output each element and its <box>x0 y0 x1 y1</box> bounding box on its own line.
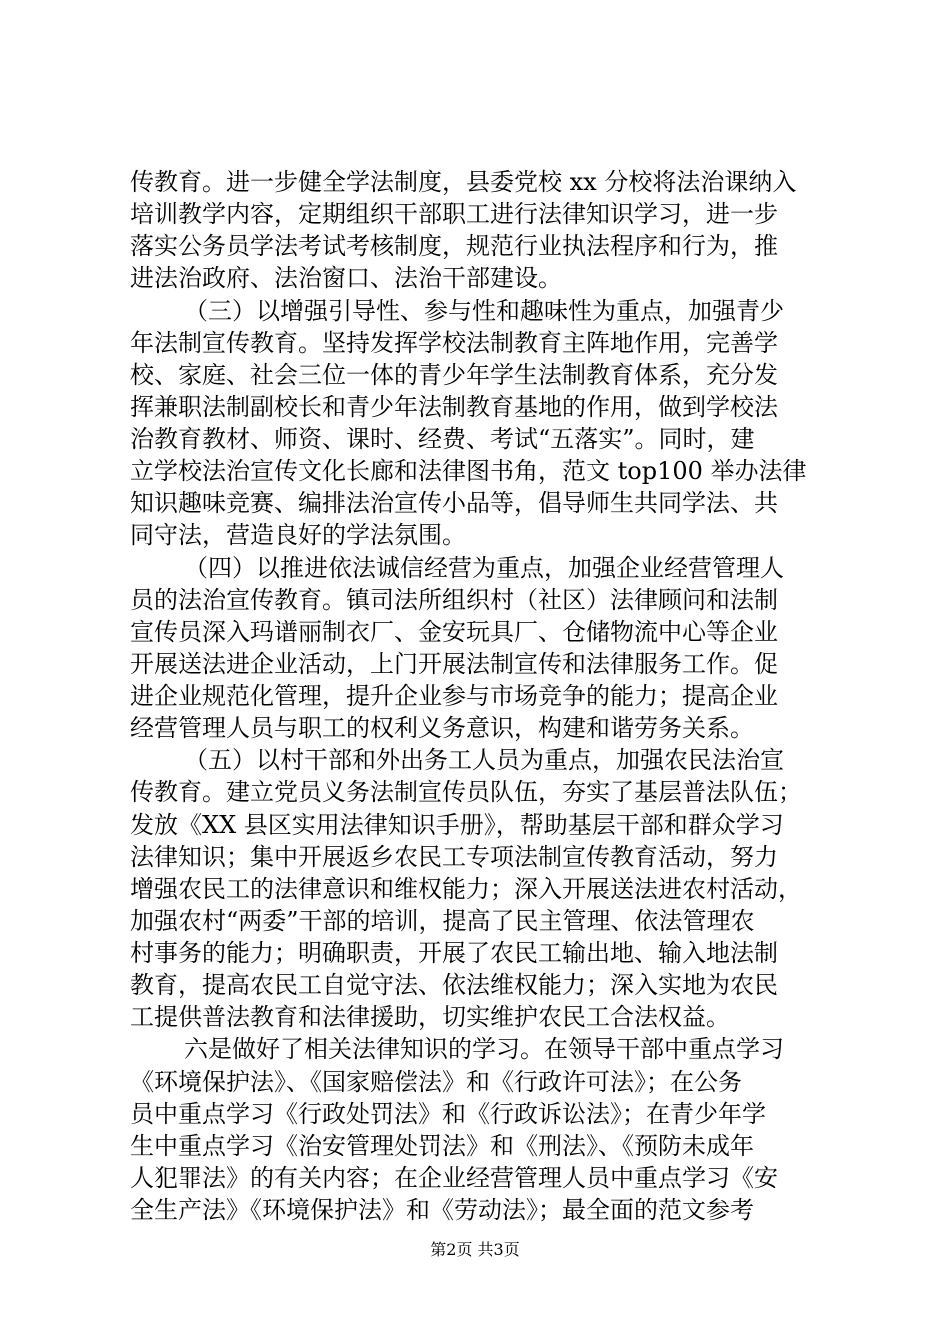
body-line: 挥兼职法制副校长和青少年法制教育基地的作用，做到学校法 <box>130 393 778 421</box>
body-line: 增强农民工的法律意识和维权能力；深入开展送法进农村活动， <box>130 875 802 903</box>
paragraph-start-line: （三）以增强引导性、参与性和趣味性为重点，加强青少 <box>184 297 784 325</box>
body-line: 人犯罪法》的有关内容；在企业经营管理人员中重点学习《安 <box>130 1164 778 1192</box>
body-line: 员的法治宣传教育。镇司法所组织村（社区）法律顾问和法制 <box>130 586 778 614</box>
body-line: 教育，提高农民工自觉守法、依法维权能力；深入实地为农民 <box>130 971 778 999</box>
paragraph-start-line: （五）以村干部和外出务工人员为重点，加强农民法治宣 <box>184 746 784 774</box>
paragraph-start-line: （四）以推进依法诚信经营为重点，加强企业经营管理人 <box>184 554 784 582</box>
body-line: 发放《XX 县区实用法律知识手册》，帮助基层干部和群众学习 <box>130 811 784 839</box>
body-line: 校、家庭、社会三位一体的青少年学生法制教育体系，充分发 <box>130 361 778 389</box>
body-line: 进企业规范化管理，提升企业参与市场竞争的能力；提高企业 <box>130 682 778 710</box>
body-line: 员中重点学习《行政处罚法》和《行政诉讼法》；在青少年学 <box>130 1100 766 1128</box>
body-line: 传教育。进一步健全学法制度，县委党校 xx 分校将法治课纳入 <box>130 168 797 196</box>
body-line: 治教育教材、师资、课时、经费、考试“五落实”。同时，建 <box>130 425 755 453</box>
body-line: 法律知识；集中开展返乡农民工专项法制宣传教育活动，努力 <box>130 843 778 871</box>
body-line: 全生产法》《环境保护法》和《劳动法》；最全面的范文参考 <box>130 1196 754 1224</box>
body-line: 开展送法进企业活动，上门开展法制宣传和法律服务工作。促 <box>130 650 778 678</box>
body-line: 《环境保护法》、《国家赔偿法》和《行政许可法》；在公务 <box>130 1068 742 1096</box>
body-line: 加强农村“两委”干部的培训，提高了民主管理、依法管理农 <box>130 907 755 935</box>
body-line: 年法制宣传教育。坚持发挥学校法制教育主阵地作用，完善学 <box>130 329 778 357</box>
body-line: 落实公务员学法考试考核制度，规范行业执法程序和行为，推 <box>130 232 778 260</box>
paragraph-start-line: 六是做好了相关法律知识的学习。在领导干部中重点学习 <box>184 1035 784 1063</box>
body-line: 立学校法治宣传文化长廊和法律图书角，范文 top100 举办法律 <box>130 457 807 485</box>
body-line: 村事务的能力；明确职责，开展了农民工输出地、输入地法制 <box>130 939 778 967</box>
body-line: 进法治政府、法治窗口、法治干部建设。 <box>130 264 562 292</box>
body-line: 经营管理人员与职工的权利义务意识，构建和谐劳务关系。 <box>130 714 754 742</box>
page-footer: 第2页 共3页 <box>430 1240 520 1259</box>
body-line: 传教育。建立党员义务法制宣传员队伍，夯实了基层普法队伍； <box>130 778 802 806</box>
body-line: 知识趣味竞赛、编排法治宣传小品等，倡导师生共同学法、共 <box>130 489 778 517</box>
body-line: 宣传员深入玛谱丽制衣厂、金安玩具厂、仓储物流中心等企业 <box>130 618 778 646</box>
body-line: 培训教学内容，定期组织干部职工进行法律知识学习，进一步 <box>130 200 778 228</box>
body-line: 工提供普法教育和法律援助，切实维护农民工合法权益。 <box>130 1003 730 1031</box>
body-line: 同守法，营造良好的学法氛围。 <box>130 521 466 549</box>
body-line: 生中重点学习《治安管理处罚法》和《刑法》、《预防未成年 <box>130 1132 754 1160</box>
